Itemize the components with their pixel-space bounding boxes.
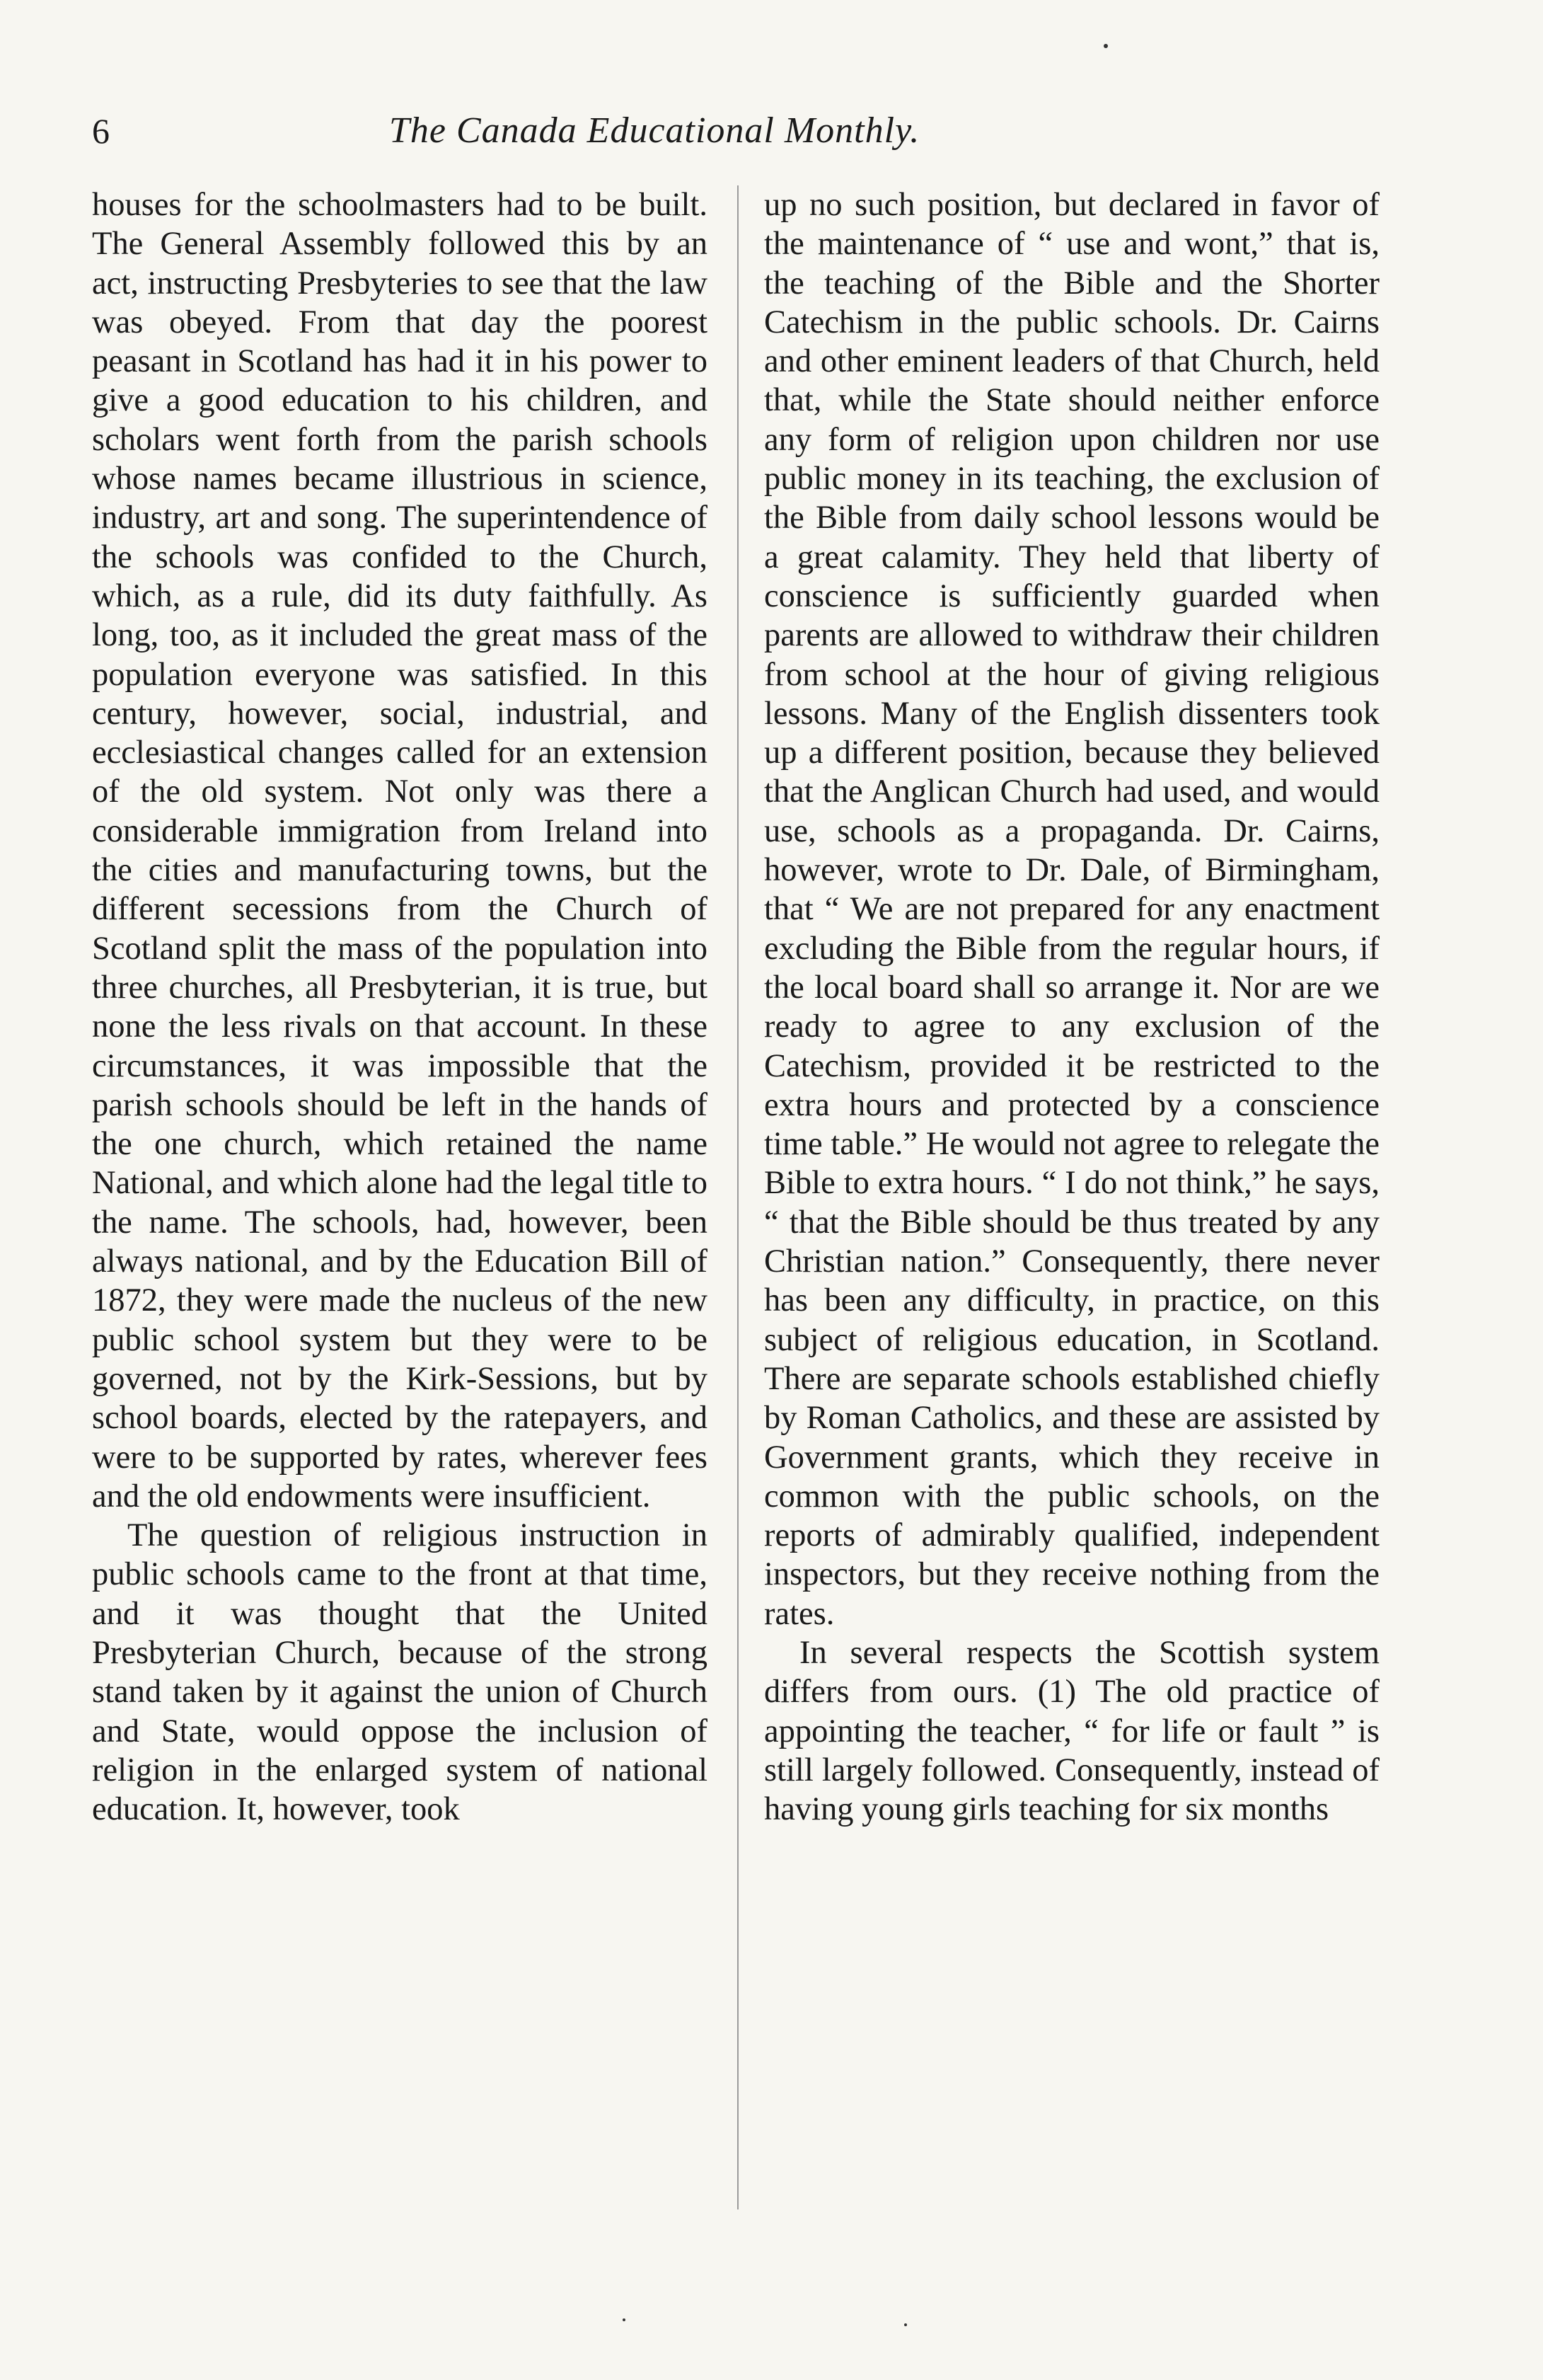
- left-column: [92, 185, 707, 1829]
- right-paragraph-1: up no such position, but declared in favor of the maintenance of “ use and wont,” that is, the teaching of the Bible and the Shorter Catechism in the public schools. Dr. Cairns and other eminent leaders of that Church, held that, while the State should neither enforce any form of religion upon children nor use public money in its teaching, the exclusion of the Bible from daily school lessons would be a great calamity. They held that liberty of conscience is sufficiently guarded when parents are allowed to withdraw their children from school at the hour of giving religious lessons. Many of the English dissenters took up a different position, because they believed that the Anglican Church had used, and would use, schools as a propaganda. Dr. Cairns, however, wrote to Dr. Dale, of Birmingham, that “ We are not prepared for any enactment excluding the Bible from the regular hours, if the local board shall so arrange it. Nor are we ready to agree to any exclusion of the Catechism, provided it be restricted to the extra hours and protected by a conscience time table.” He would not agree to relegate the Bible to extra hours. “ I do not think,” he says, “ that the Bible should be thus treated by any Christian nation.” Consequently, there never has been any difficulty, in practice, on this subject of religious education, in Scotland. There are separate schools established chiefly by Roman Catholics, and these are assisted by Government grants, which they receive in common with the public schools, on the reports of admirably qualified, independent inspectors, but they receive nothing from the rates.: [764, 187, 1380, 1632]
- page-header: [92, 106, 1450, 156]
- left-paragraph-1: houses for the schoolmasters had to be built. The General Assembly followed this by an act, instructing Presbyteries to see that the law was obeyed. From that day the poorest peasant in Scotland has had it in his power to give a good education to his children, and scholars went forth from the parish schools whose names became illustrious in science, industry, art and song. The superintendence of the schools was confided to the Church, which, as a rule, did its duty faithfully. As long, too, as it included the great mass of the population everyone was satisfied. In this century, however, social, industrial, and ecclesiastical changes called for an extension of the old system. Not only was there a considerable immigration from Ireland into the cities and manufacturing towns, but the different secessions from the Church of Scotland split the mass of the population into three churches, all Presbyterian, it is true, but none the less rivals on that account. In these circumstances, it was impossible that the parish schools should be left in the hands of the one church, which retained the name National, and which alone had the legal title to the name. The schools, had, however, been always national, and by the Education Bill of 1872, they were made the nucleus of the new public school system but they were to be governed, not by the Kirk-Sessions, but by school boards, elected by the ratepayers, and were to be supported by rates, wherever fees and the old endowments were insufficient.: [92, 187, 707, 1514]
- column-divider: [737, 185, 739, 2209]
- print-speck: [904, 2323, 907, 2326]
- right-paragraph-2: In several respects the Scottish system differs from ours. (1) The old practice of appointing the teacher, “ for life or fault ” is still largely followed. Consequently, instead of having young girls teaching for six months: [764, 1634, 1380, 1828]
- left-paragraph-2: The question of religious instruction in public schools came to the front at that time, and it was thought that the United Presbyterian Church, because of the strong stand taken by it against the union of Church and State, would oppose the inclusion of religion in the enlarged system of national education. It, however, took: [92, 1517, 707, 1828]
- running-title: The Canada Educational Monthly.: [389, 110, 920, 151]
- page-number: 6: [92, 111, 110, 151]
- right-column: [764, 185, 1380, 1829]
- print-speck: [1104, 44, 1108, 48]
- print-speck: [623, 2318, 625, 2321]
